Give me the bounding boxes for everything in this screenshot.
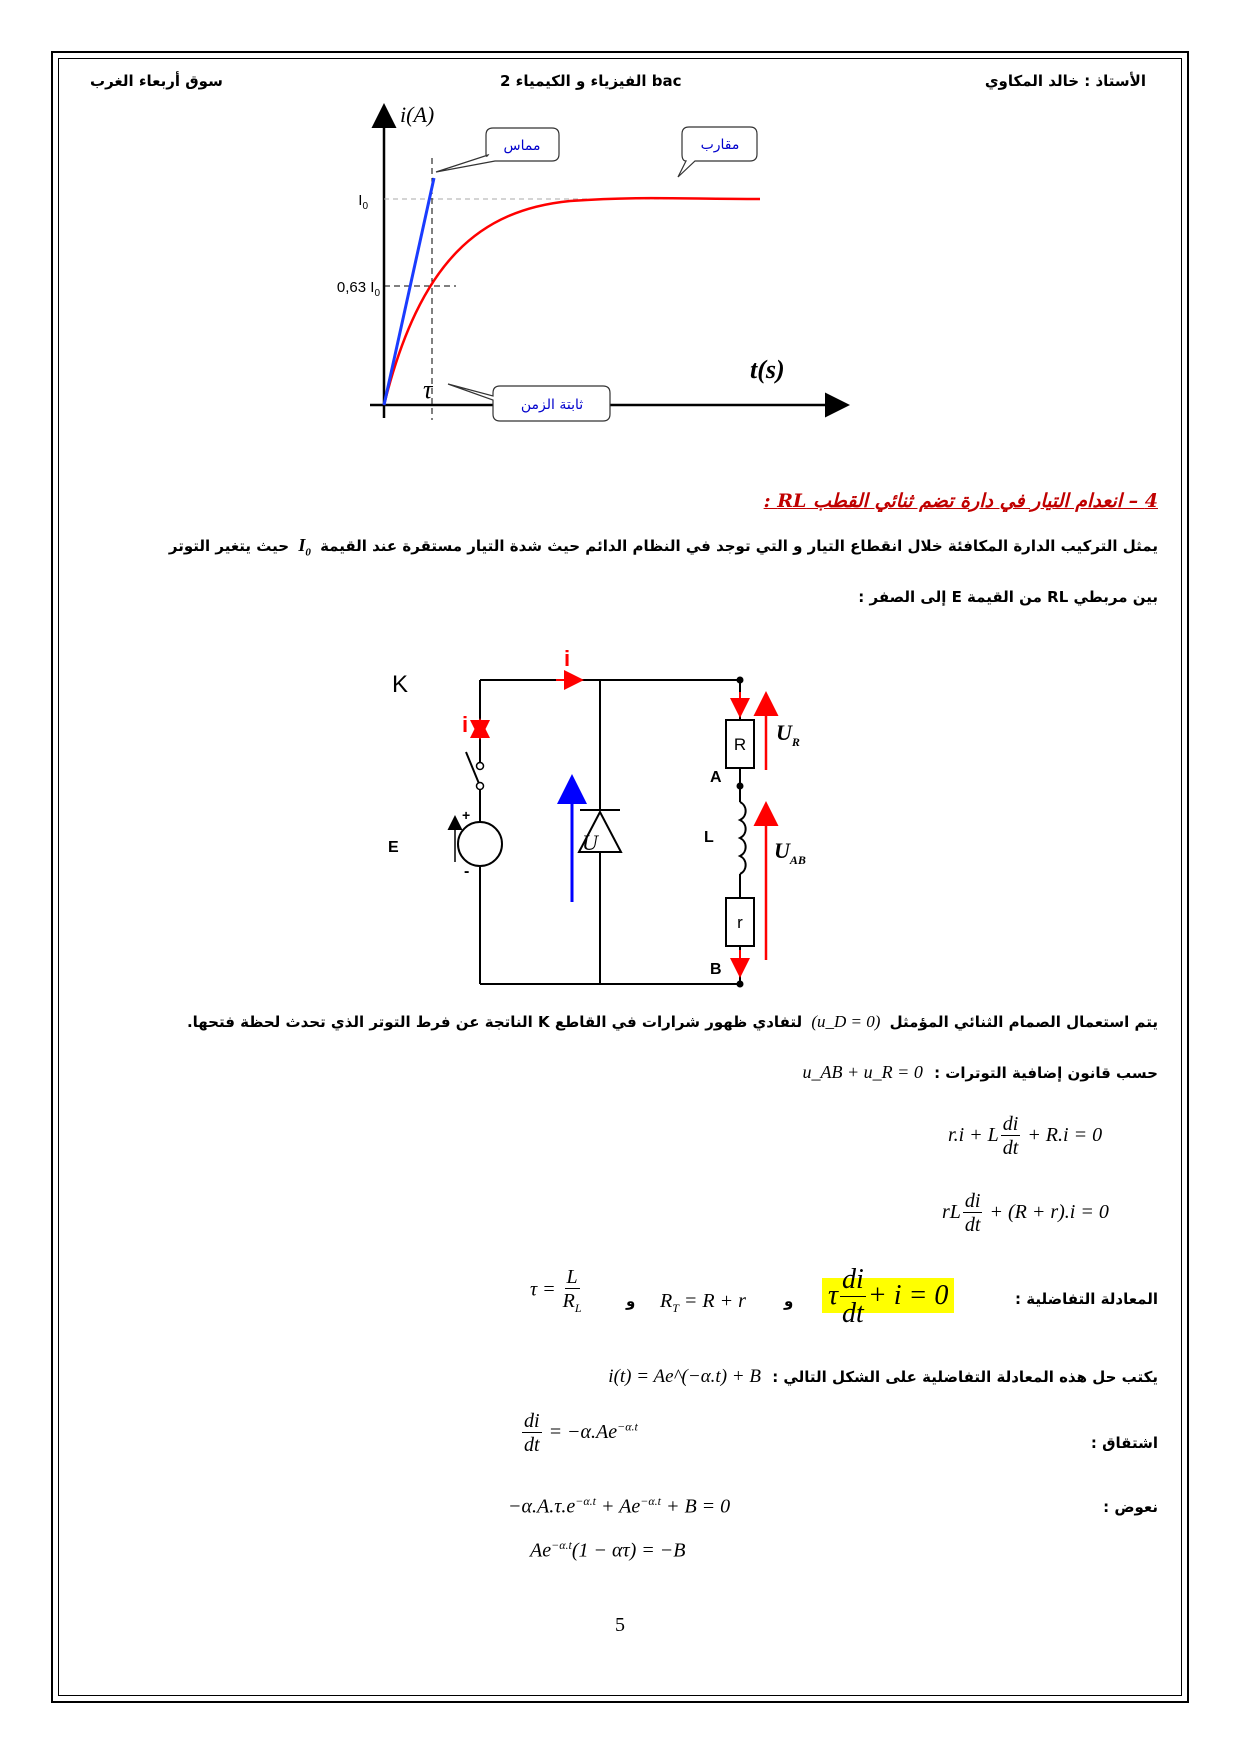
- diode-sentence: يتم استعمال الصمام الثنائي المؤمثل (u_D = 0) لتفادي ظهور شرارات في القاطع K الناتجة عن فرط التوتر الذي تحدث لحظة فتحها.: [186, 1012, 1158, 1031]
- diff-eq-label: المعادلة التفاضلية :: [1015, 1290, 1158, 1308]
- solution-line: يكتب حل هذه المعادلة التفاضلية على الشكل التالي : i(t) = Ae^(−α.t) + B: [608, 1366, 1158, 1387]
- section-paragraph-line2: بين مربطي RL من القيمة E إلى الصفر :: [858, 588, 1158, 606]
- voltage-law-line: حسب قانون إضافية التوترات : u_AB + u_R = 0: [802, 1062, 1158, 1082]
- tick-I0: $I_0$: [358, 192, 368, 212]
- current-label-left: i: [462, 712, 469, 737]
- tick-063-I0: 0,63 $I_0$: [336, 279, 380, 299]
- switch-label: K: [392, 671, 409, 698]
- tau-label: τ: [423, 375, 433, 404]
- and-word-1: و: [784, 1292, 794, 1310]
- inductor-label: L: [704, 829, 714, 846]
- x-axis-label: t(s): [750, 355, 785, 384]
- derivative-label: اشتقاق :: [1090, 1434, 1158, 1452]
- voltage-R-label: $U_R$: [776, 720, 800, 749]
- header-teacher: الأستاذ : خالد المكاوي: [984, 72, 1146, 90]
- minus-sign: -: [464, 863, 470, 880]
- total-resistance-eq: $R_T = R + r$: [660, 1290, 746, 1315]
- plus-sign: +: [462, 807, 471, 823]
- current-growth-graph: [320, 100, 880, 480]
- section-paragraph-line1: يمثل التركيب الدارة المكافئة خلال انقطاع التيار و التي توجد في النظام الدائم حيث شدة التيار مستقرة عند القيمة $I_0$ حيث يتغير التوتر: [168, 535, 1158, 559]
- factored-eq: $Ae^{-\alpha.t}(1 - \alpha\tau) = -B$: [530, 1538, 686, 1562]
- tangent-callout: [436, 128, 559, 172]
- header-subject: الفيزياء و الكيمياء 2 bac: [500, 72, 682, 90]
- diode-voltage-label: U: [582, 830, 598, 855]
- substitute-eq: $-\alpha.A.\tau.e^{-\alpha.t} + Ae^{-\alpha.t} + B = 0$: [508, 1494, 731, 1518]
- eq-2: rL $\frac{di}{dt}$ + (R + r).i = 0: [942, 1190, 1109, 1236]
- time-constant-callout-text: ثابتة الزمن: [520, 397, 584, 413]
- rl-circuit-diagram: [388, 640, 840, 1000]
- solution-eq: i(t) = Ae^(−α.t) + B: [608, 1366, 761, 1387]
- diode-condition: (u_D = 0): [811, 1012, 881, 1031]
- source-label: E: [388, 839, 399, 856]
- y-axis-label: i(A): [400, 102, 435, 127]
- derivative-eq: $\frac{di}{dt}$ = $-\alpha.Ae^{-\alpha.t}$: [524, 1410, 638, 1456]
- tau-eq: τ = $\frac{L}{R_L}$: [530, 1266, 582, 1315]
- node-B-label: B: [710, 961, 722, 978]
- asymptote-callout-text: مقارب: [700, 137, 740, 153]
- current-label-top: i: [564, 646, 571, 671]
- and-word-2: و: [626, 1292, 636, 1310]
- resistor-R-label: R: [733, 735, 747, 754]
- eq-1: r.i + L $\frac{di}{dt}$ + R.i = 0: [948, 1113, 1103, 1159]
- resistor-r-label: r: [737, 913, 743, 932]
- header-school: سوق أربعاء الغرب: [90, 72, 223, 90]
- section-title: 4 – انعدام التيار في دارة تضم ثنائي القطب RL :: [763, 490, 1158, 512]
- voltage-AB-label: $U_{AB}$: [774, 838, 806, 867]
- diff-eq-highlight: τ $\frac{di}{dt}$ + i = 0: [822, 1265, 954, 1330]
- node-A-label: A: [710, 769, 722, 786]
- current-curve: [384, 198, 760, 405]
- I0-symbol: $I_0$: [298, 535, 311, 559]
- tangent-callout-text: مماس: [503, 138, 541, 154]
- voltage-law-eq: u_AB + u_R = 0: [802, 1062, 923, 1082]
- page-number: 5: [615, 1614, 625, 1636]
- substitute-label: نعوض :: [1103, 1498, 1158, 1516]
